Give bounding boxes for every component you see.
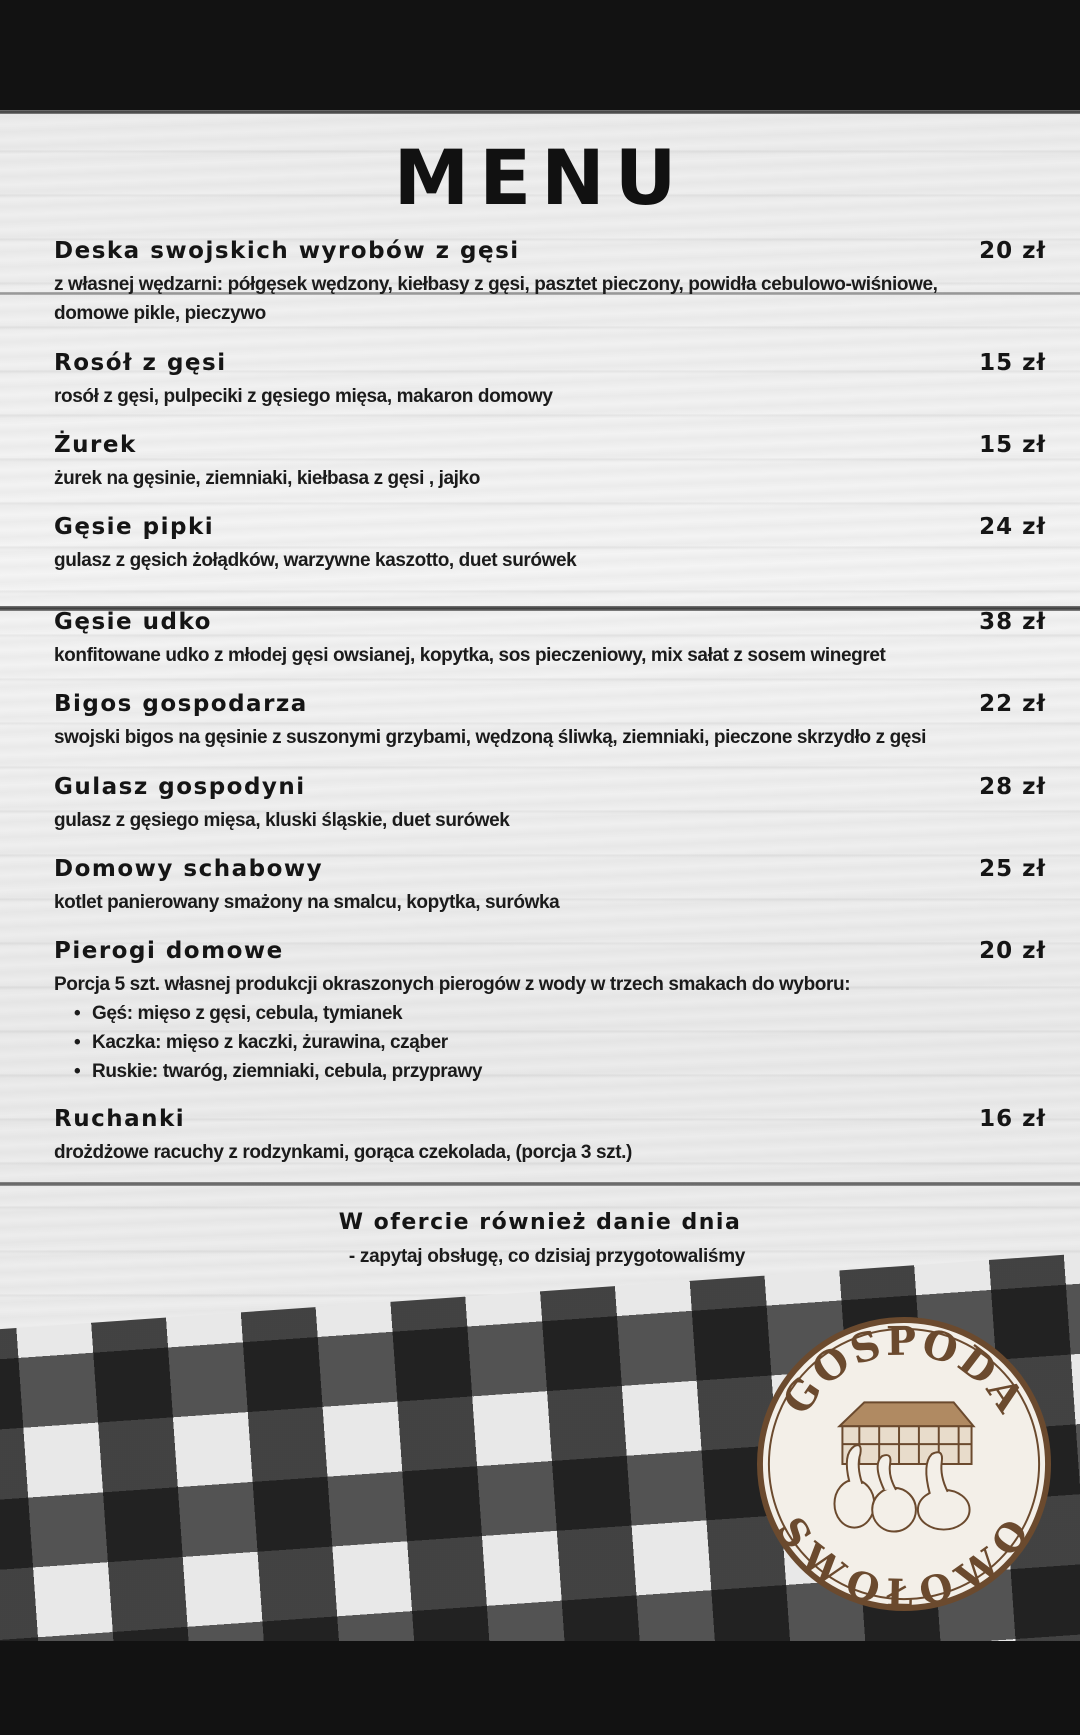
menu-item (54, 609, 1046, 670)
menu-item (54, 514, 1046, 575)
menu-item (54, 856, 1046, 917)
item-price: 20 zł (979, 938, 1046, 964)
item-price: 25 zł (979, 856, 1046, 882)
plank-divider (0, 110, 1080, 114)
gospoda-logo (755, 1315, 1053, 1613)
item-name: Gulasz gospodyni (54, 774, 306, 800)
item-price: 15 zł (979, 432, 1046, 458)
item-name: Ruchanki (54, 1106, 186, 1132)
option-text: mięso z gęsi, cebula, tymianek (137, 1003, 403, 1024)
menu-item (54, 1106, 1046, 1167)
item-name: Pierogi domowe (54, 938, 284, 964)
top-black-band (0, 0, 1080, 110)
option-key: Kaczka: (92, 1032, 162, 1053)
menu-item (54, 432, 1046, 493)
option-key: Gęś: (92, 1003, 133, 1024)
bullet-icon: • (74, 1032, 81, 1053)
item-description: konfitowane udko z młodej gęsi owsianej, kopytka, sos pieczeniowy, mix sałat z sosem winegret (54, 645, 886, 666)
option-item (54, 1028, 1046, 1057)
item-price: 15 zł (979, 350, 1046, 376)
item-description: domowe pikle, pieczywo (54, 303, 266, 324)
item-description: gulasz z gęsich żołądków, warzywne kaszotto, duet surówek (54, 550, 577, 571)
item-price: 20 zł (979, 238, 1046, 264)
menu-item (54, 774, 1046, 835)
item-description: drożdżowe racuchy z rodzynkami, gorąca czekolada, (porcja 3 szt.) (54, 1142, 632, 1163)
item-description: kotlet panierowany smażony na smalcu, kopytka, surówka (54, 892, 560, 913)
logo-text-bottom: SWOŁOWO (768, 1509, 1040, 1613)
item-name: Gęsie udko (54, 609, 212, 635)
item-description: Porcja 5 szt. własnej produkcji okraszonych pierogów z wody w trzech smakach do wyboru: (54, 974, 851, 995)
item-price: 16 zł (979, 1106, 1046, 1132)
item-description: żurek na gęsinie, ziemniaki, kiełbasa z gęsi , jajko (54, 468, 480, 489)
menu-item (54, 238, 1046, 328)
daily-offer-title: W ofercie również danie dnia (338, 1210, 742, 1235)
bullet-icon: • (74, 1003, 81, 1024)
item-name: Bigos gospodarza (54, 691, 308, 717)
item-description: swojski bigos na gęsinie z suszonymi grzybami, wędzoną śliwką, ziemniaki, pieczone skrzydło z gęsi (54, 727, 927, 748)
bottom-black-band (0, 1641, 1080, 1735)
item-name: Domowy schabowy (54, 856, 324, 882)
item-name: Rosół z gęsi (54, 350, 227, 376)
menu-title: MENU (393, 133, 687, 222)
menu-item (54, 350, 1046, 411)
item-name: Deska swojskich wyrobów z gęsi (54, 238, 520, 264)
menu-item (54, 938, 1046, 1086)
item-description: z własnej wędzarni: półgęsek wędzony, kiełbasy z gęsi, pasztet pieczony, powidła cebulowo-wiśniowe, (54, 274, 938, 295)
item-description: gulasz z gęsiego mięsa, kluski śląskie, duet surówek (54, 810, 510, 831)
option-list (54, 999, 1046, 1086)
item-name: Żurek (54, 432, 137, 458)
logo-text-top: GOSPODA (773, 1318, 1035, 1423)
menu-board (0, 110, 1080, 1641)
item-price: 38 zł (979, 609, 1046, 635)
item-price: 24 zł (979, 514, 1046, 540)
option-item (54, 1057, 1046, 1086)
option-key: Ruskie: (92, 1061, 158, 1082)
daily-offer-subtitle: - zapytaj obsługę, co dzisiaj przygotowaliśmy (348, 1246, 746, 1267)
item-name: Gęsie pipki (54, 514, 215, 540)
option-item (54, 999, 1046, 1028)
plank-divider (0, 1182, 1080, 1186)
item-description: rosół z gęsi, pulpeciki z gęsiego mięsa, makaron domowy (54, 386, 553, 407)
bullet-icon: • (74, 1061, 81, 1082)
menu-item (54, 691, 1046, 752)
item-price: 22 zł (979, 691, 1046, 717)
item-price: 28 zł (979, 774, 1046, 800)
option-text: twaróg, ziemniaki, cebula, przyprawy (162, 1061, 482, 1082)
option-text: mięso z kaczki, żurawina, cząber (165, 1032, 448, 1053)
